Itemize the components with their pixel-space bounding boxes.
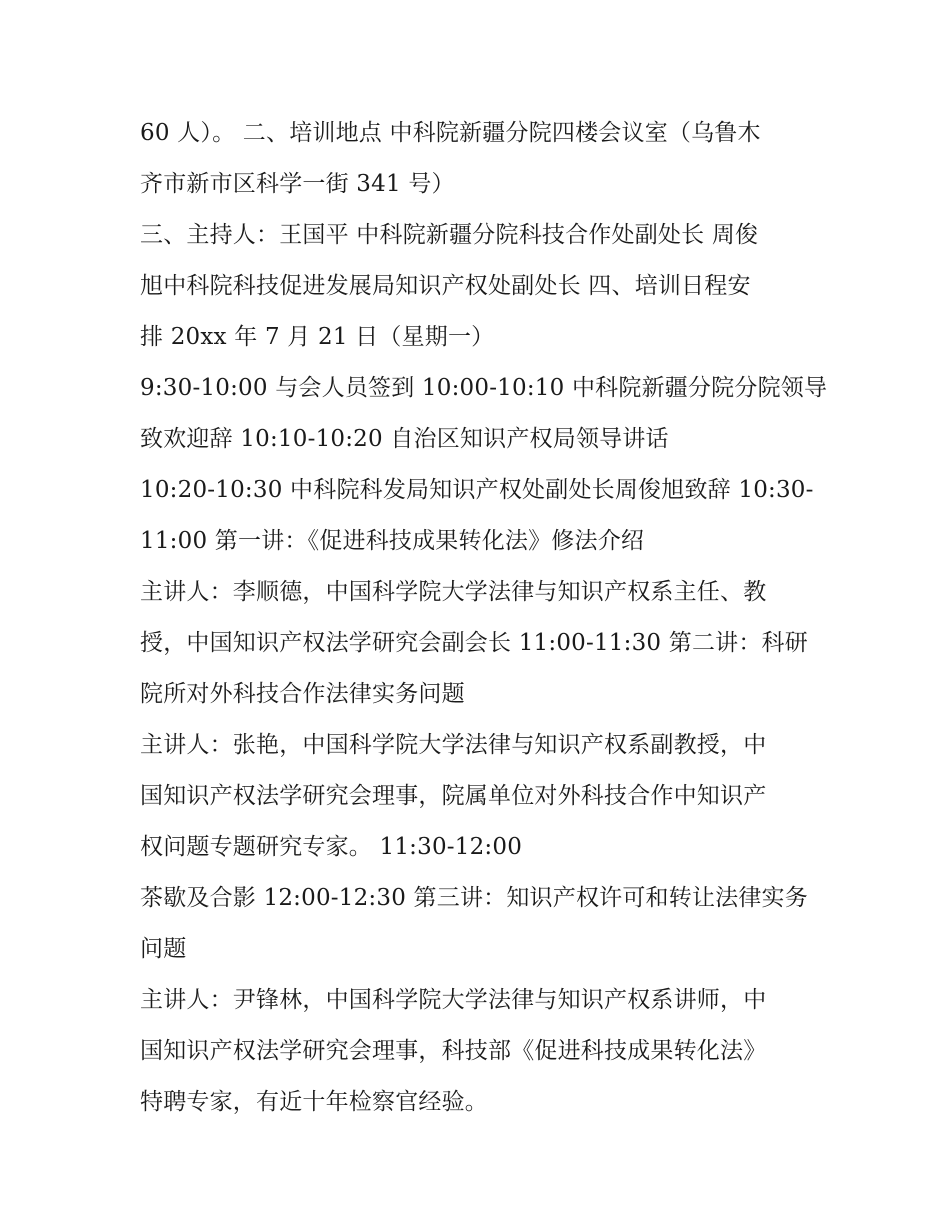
text-line: 排 20xx 年 7 月 21 日（星期一）: [140, 324, 495, 350]
text-line: 10:20-10:30 中科院科发局知识产权处副处长周俊旭致辞 10:30-: [140, 477, 814, 503]
text-line: 国知识产权法学研究会理事，科技部《促进科技成果转化法》: [140, 1038, 767, 1064]
text-line: 主讲人：张艳，中国科学院大学法律与知识产权系副教授，中: [140, 732, 767, 758]
text-line: 三、主持人：王国平 中科院新疆分院科技合作处副处长 周俊: [140, 222, 759, 248]
document-body: [140, 108, 828, 1128]
text-line: 11:00 第一讲：《促进科技成果转化法》修法介绍: [140, 528, 645, 554]
text-line: 致欢迎辞 10:10-10:20 自治区知识产权局领导讲话: [140, 426, 669, 452]
text-line: 主讲人：李顺德，中国科学院大学法律与知识产权系主任、教: [140, 579, 767, 605]
text-line: 权问题专题研究专家。 11:30-12:00: [140, 834, 523, 860]
text-line: 齐市新市区科学一街 341 号）: [140, 171, 455, 197]
text-line: 特聘专家，有近十年检察官经验。: [140, 1089, 488, 1115]
text-line: 旭中科院科技促进发展局知识产权处副处长 四、培训日程安: [140, 273, 751, 299]
text-line: 60 人）。 二、培训地点 中科院新疆分院四楼会议室（乌鲁木: [140, 120, 761, 146]
text-line: 茶歇及合影 12:00-12:30 第三讲：知识产权许可和转让法律实务: [140, 885, 808, 911]
text-line: 院所对外科技合作法律实务问题: [140, 681, 465, 707]
text-line: 国知识产权法学研究会理事，院属单位对外科技合作中知识产: [140, 783, 767, 809]
text-line: 主讲人：尹锋林，中国科学院大学法律与知识产权系讲师，中: [140, 987, 767, 1013]
text-line: 问题: [140, 936, 187, 962]
text-line: 9:30-10:00 与会人员签到 10:00-10:10 中科院新疆分院分院领导: [140, 375, 828, 401]
text-line: 授，中国知识产权法学研究会副会长 11:00-11:30 第二讲：科研: [140, 630, 808, 656]
